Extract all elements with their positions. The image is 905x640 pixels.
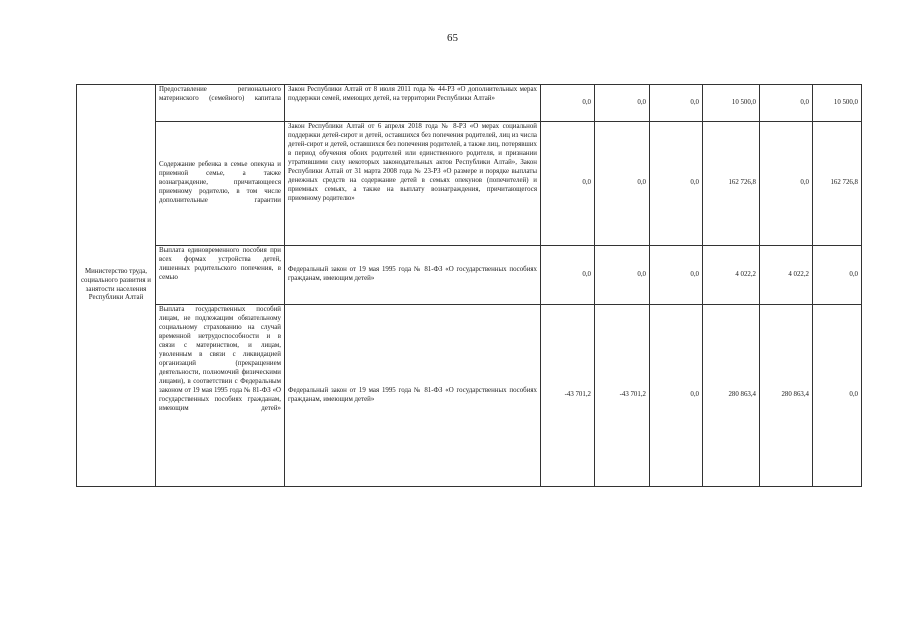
table-row	[77, 85, 862, 122]
value-cell: 0,0	[650, 246, 703, 305]
budget-table	[76, 84, 862, 487]
value-cell: 4 022,2	[703, 246, 760, 305]
value-cell: -43 701,2	[595, 305, 650, 487]
value-cell: 0,0	[541, 85, 595, 122]
value-cell: 0,0	[813, 305, 862, 487]
value-cell: 280 863,4	[760, 305, 813, 487]
value-cell: 0,0	[541, 122, 595, 246]
page-number: 65	[447, 32, 458, 44]
table-row	[77, 122, 862, 246]
table-row	[77, 305, 862, 487]
measure-cell: Выплата государственных пособий лицам, не подлежащим обязательному социальному страхованию на случай временной нетрудоспособности и в связи с материнством, и лицам, уволенным в связи с ликвидацией организаций (прекращением деятельности, полномочий физическими лицами), в соответствии с Федеральным законом от 19 мая 1995 года № 81-ФЗ «О государственных пособиях гражданам, имеющим детей»	[156, 305, 285, 487]
law-cell: Федеральный закон от 19 мая 1995 года № 81-ФЗ «О государственных пособиях гражданам, имеющим детей»	[285, 246, 541, 305]
value-cell: -43 701,2	[541, 305, 595, 487]
value-cell: 0,0	[650, 122, 703, 246]
value-cell: 162 726,8	[703, 122, 760, 246]
value-cell: 0,0	[541, 246, 595, 305]
value-cell: 0,0	[650, 305, 703, 487]
value-cell: 0,0	[595, 85, 650, 122]
value-cell: 0,0	[595, 246, 650, 305]
ministry-cell: Министерство труда, социального развития и занятости населения Республики Алтай	[77, 85, 156, 487]
value-cell: 162 726,8	[813, 122, 862, 246]
value-cell: 10 500,0	[703, 85, 760, 122]
table-row	[77, 246, 862, 305]
law-cell: Федеральный закон от 19 мая 1995 года № 81-ФЗ «О государственных пособиях гражданам, имеющим детей»	[285, 305, 541, 487]
value-cell: 4 022,2	[760, 246, 813, 305]
value-cell: 0,0	[760, 122, 813, 246]
value-cell: 0,0	[650, 85, 703, 122]
value-cell: 0,0	[595, 122, 650, 246]
value-cell: 10 500,0	[813, 85, 862, 122]
value-cell: 280 863,4	[703, 305, 760, 487]
measure-cell: Содержание ребенка в семье опекуна и приемной семье, а также вознаграждение, причитающееся приемному родителю, в том числе дополнительные гарантии	[156, 122, 285, 246]
measure-cell: Предоставление регионального материнского (семейного) капитала	[156, 85, 285, 122]
law-cell: Закон Республики Алтай от 6 апреля 2018 года № 8-РЗ «О мерах социальной поддержки детей-сирот и детей, оставшихся без попечения родителей, лиц из числа детей-сирот и детей, оставшихся без попечения родителей, а также лиц, потерявших в период обучения обоих родителей или единственного родителя, и признании утратившими силу некоторых законодательных актов Республики Алтай», Закон Республики Алтай от 31 марта 2008 года № 23-РЗ «О размере и порядке выплаты денежных средств на содержание детей в семьях опекунов (попечителей) и приемных семьях, а также на выплату вознаграждения, причитающегося приемному родителю»	[285, 122, 541, 246]
value-cell: 0,0	[760, 85, 813, 122]
measure-cell: Выплата единовременного пособия при всех формах устройства детей, лишенных родительского попечения, в семью	[156, 246, 285, 305]
value-cell: 0,0	[813, 246, 862, 305]
law-cell: Закон Республики Алтай от 8 июля 2011 года № 44-РЗ «О дополнительных мерах поддержки семей, имеющих детей, на территории Республики Алтай»	[285, 85, 541, 122]
